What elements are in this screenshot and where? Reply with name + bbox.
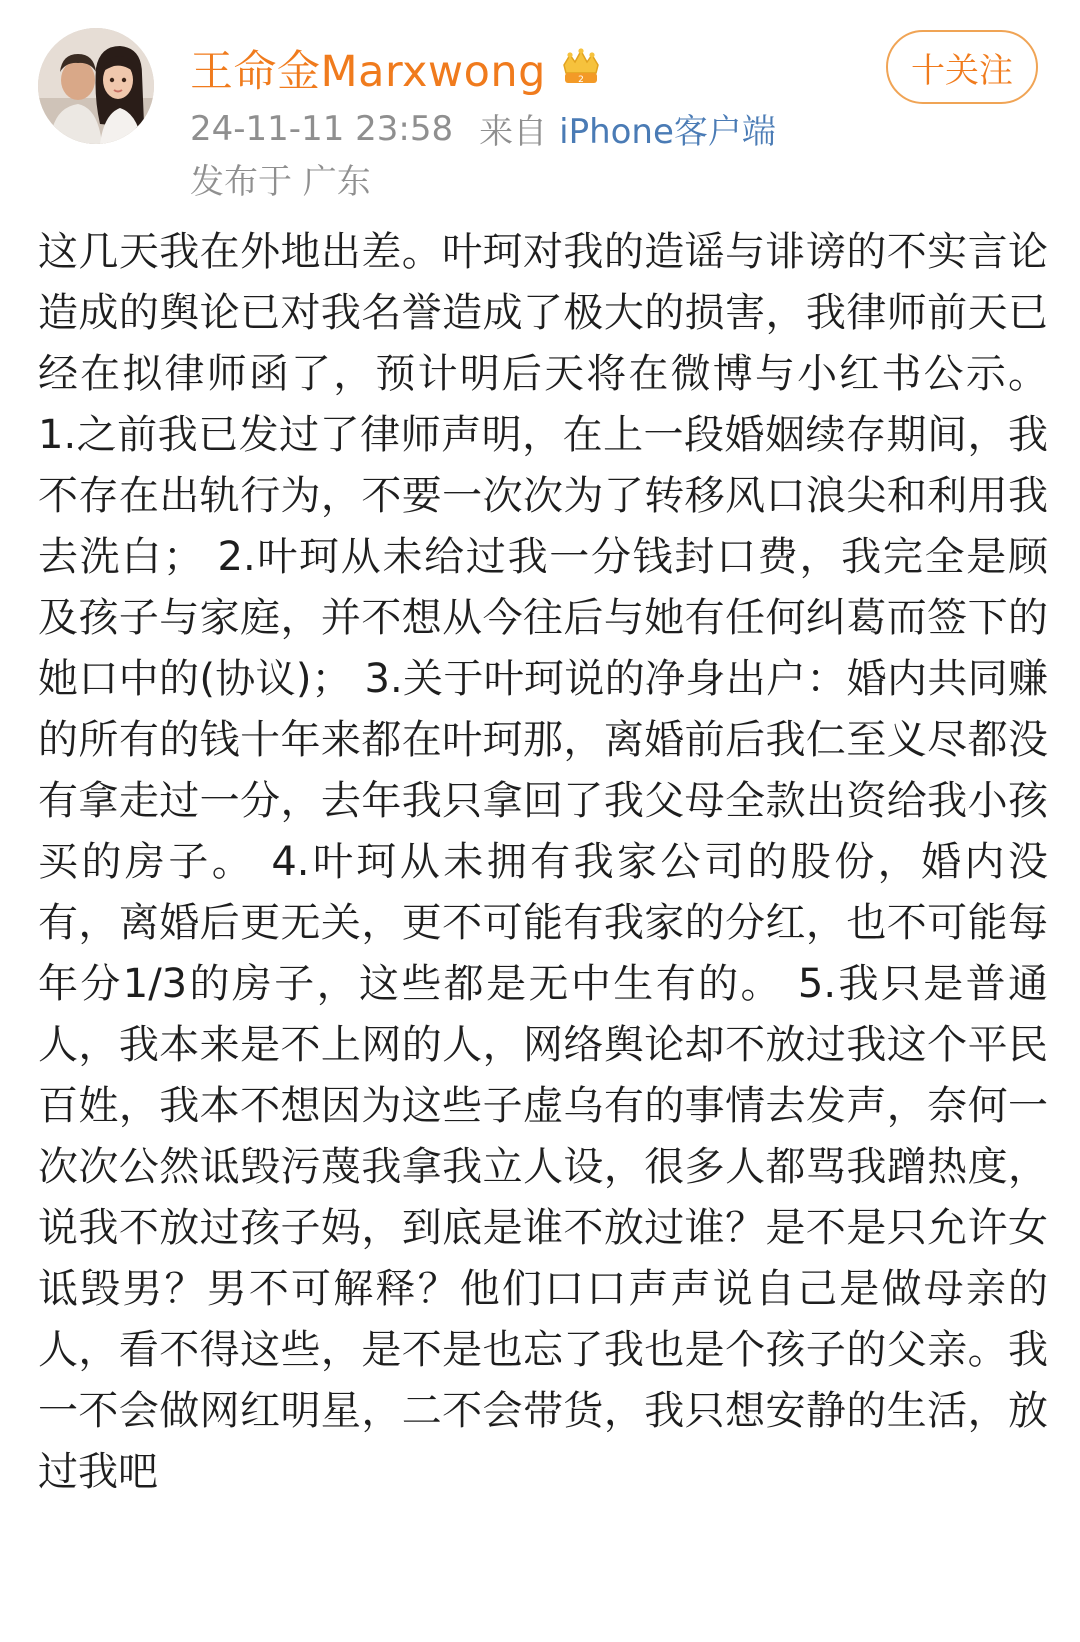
post-location: 发布于 广东 xyxy=(190,162,371,202)
source-client-link[interactable]: iPhone客户端 xyxy=(559,112,776,152)
user-avatar-photo xyxy=(38,28,154,144)
avatar[interactable] xyxy=(38,28,154,144)
post-timestamp: 24-11-11 23:58 xyxy=(190,108,454,149)
post-header xyxy=(0,0,1080,200)
svg-text:2: 2 xyxy=(578,75,584,85)
post-text: 这几天我在外地出差。叶珂对我的造谣与诽谤的不实言论造成的舆论已对我名誉造成了极大的损害，我律师前天已经在拟律师函了，预计明后天将在微博与小红书公示。 1.之前我已发过了律师声明，在上一段婚姻续存期间，我不存在出轨行为，不要一次次为了转移风口浪尖和利用我去洗白； 2.叶珂从未给过我一分钱封口费，我完全是顾及孩子与家庭，并不想从今往后与她有任何纠葛而签下的她口中的(协议)； 3.关于叶珂说的净身出户：婚内共同赚的所有的钱十年来都在叶珂那，离婚前后我仁至义尽都没有拿走过一分，去年我只拿回了我父母全款出资给我小孩买的房子。 4.叶珂从未拥有我家公司的股份，婚内没有，离婚后更无关，更不可能有我家的分红，也不可能每年分1/3的房子，这些都是无中生有的。 5.我只是普通人，我本来是不上网的人，网络舆论却不放过我这个平民百姓，我本不想因为这些子虚乌有的事情去发声，奈何一次次公然诋毁污蔑我拿我立人设，很多人都骂我蹭热度，说我不放过孩子妈，到底是谁不放过谁？是不是只允许女诋毁男？男不可解释？他们口口声声说自己是做母亲的人，看不得这些，是不是也忘了我也是个孩子的父亲。我一不会做网红明星，二不会带货，我只想安静的生活，放过我吧 xyxy=(38,229,1048,1495)
follow-button[interactable]: 十关注 xyxy=(886,30,1038,104)
source-label: 来自 xyxy=(479,112,548,152)
author-name[interactable]: 王命金Marxwong xyxy=(190,46,546,97)
post-meta xyxy=(190,104,776,153)
author-row xyxy=(190,40,604,96)
vip-crown-badge-icon xyxy=(558,45,604,91)
